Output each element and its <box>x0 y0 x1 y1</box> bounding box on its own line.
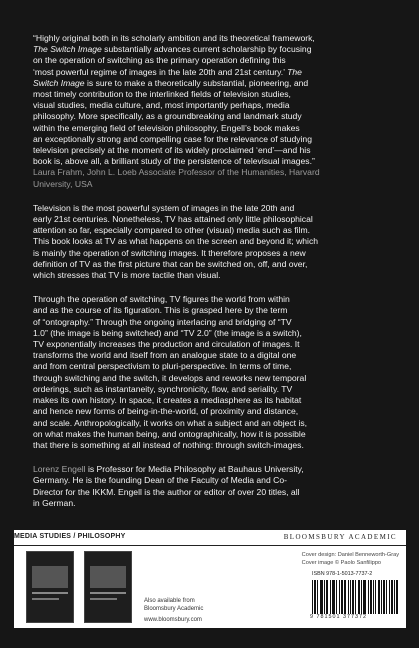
related-book-thumbnail-2 <box>84 551 132 623</box>
paragraph-line: Through the operation of switching, TV figures the world from within <box>33 294 290 305</box>
paragraph-line: orderings, such as instantaneity, synchronicity, flow, and seriality. TV <box>33 383 293 394</box>
paragraph-line: makes its own history. In space, it creates a mediasphere as its habitat <box>33 395 302 406</box>
quote-line: The Switch Image substantially advances current scholarship by focusing <box>33 44 312 55</box>
attribution-line: Laura Frahm, John L. Loeb Associate Professor of the Humanities, Harvard <box>33 167 320 178</box>
paragraph-line: and from central perspectivism to pluri-perspective. In terms of time, <box>33 361 292 372</box>
barcode-digits: 9 781501 377372 <box>310 614 367 620</box>
author-bio-line: in German. <box>33 497 76 508</box>
quote-line: an exceptionally strong and compelling case for the relevance of studying <box>33 133 312 144</box>
paragraph-line: transforms the world and itself from an analogue state to a digital one <box>33 350 297 361</box>
isbn-label: ISBN 978-1-5013-7737-2 <box>312 571 373 577</box>
endorsement-quote <box>33 33 389 167</box>
paragraph-line: and hence new forms of being-in-the-world, of proximity and distance, <box>33 406 299 417</box>
cover-text <box>33 33 389 522</box>
footer-divider <box>14 545 406 546</box>
paragraph-line: early 21st centuries. Nonetheless, TV has attained only little philosophical <box>33 214 313 225</box>
quote-line: most timely contribution to the interlinked fields of television studies, <box>33 89 291 100</box>
subject-category: MEDIA STUDIES / PHILOSOPHY <box>14 533 126 540</box>
paragraph-line: which stresses that TV is more tactile than visual. <box>33 270 221 281</box>
quote-line: philosophy. More specifically, as a groundbreaking and landmark study <box>33 111 302 122</box>
author-bio-line: Germany. He is the founding Dean of the Faculty of Media and Co- <box>33 475 287 486</box>
description-paragraph-2 <box>33 294 389 451</box>
author-bio-line: Director for the IKKM. Engell is the author or editor of over 20 titles, all <box>33 486 300 497</box>
quote-line: book is, above all, a brilliant study of the persistence of televisual images.” <box>33 156 315 167</box>
quote-line: “Highly original both in its scholarly ambition and its theoretical framework, <box>33 33 315 43</box>
attribution-line: University, USA <box>33 178 93 189</box>
paragraph-line: TV exponentially increases the production and circulation of images. It <box>33 339 300 350</box>
barcode <box>312 580 398 614</box>
paragraph-line: through switching and the switch, it develops and reworks new temporal <box>33 372 307 383</box>
quote-attribution <box>33 167 389 189</box>
paragraph-line: definition of TV as the first picture that can be switched on, off, and over, <box>33 258 308 269</box>
paragraph-line: and as the course of its figuration. This is grasped here by the term <box>33 305 288 316</box>
quote-line: television precisely at the moment of its widely proclaimed ‘end’—and his <box>33 145 311 156</box>
paragraph-line: on what makes the human being, and ontographically, how it is possible <box>33 428 306 439</box>
author-name: Lorenz Engell <box>33 464 86 475</box>
paragraph-line: Television is the most powerful system of images in the late 20th and <box>33 202 295 213</box>
paragraph-line: of “ontography.” Through the ongoing interlacing and bridging of “TV <box>33 316 292 327</box>
related-book-thumbnail-1 <box>26 551 74 623</box>
also-available-text: Also available from Bloomsbury Academic <box>144 598 204 612</box>
quote-line: ‘most powerful regime of images in the late 20th and 21st century.’ The <box>33 66 302 77</box>
paragraph-line: and scale. Anthropologically, it works on what a subject and an object is, <box>33 417 308 428</box>
quote-line: Switch Image is sure to make a theoretically substantial, pioneering, and <box>33 77 309 88</box>
cover-credits: Cover design: Daniel Benneworth-Gray Cover image © Paolo Sanfilippo <box>301 552 399 566</box>
quote-line: within the emerging field of television philosophy, Engell’s book makes <box>33 122 300 133</box>
description-paragraph-1 <box>33 203 389 281</box>
publisher-name: BLOOMSBURY ACADEMIC <box>283 533 397 541</box>
author-bio-rest <box>33 475 300 507</box>
paragraph-line: attention so far, especially compared to other (visual) media such as film. <box>33 225 311 236</box>
paragraph-line: 1.0” (the image is being switched) and “TV 2.0” (the image is a switch), <box>33 327 302 338</box>
author-bio-first-line: is Professor for Media Philosophy at Bauhaus University, <box>85 464 304 475</box>
author-bio <box>33 464 389 509</box>
paragraph-line: is mainly the operation of switching images. It therefore proposes a new <box>33 247 306 258</box>
publisher-website: www.bloomsbury.com <box>144 617 202 623</box>
paragraph-line: This book looks at TV as what happens on the screen and beyond it; which <box>33 236 319 247</box>
paragraph-line: that there is something at all instead of nothing: through switch-images. <box>33 439 304 450</box>
quote-line: visual studies, media culture, and, most importantly perhaps, media <box>33 100 290 111</box>
quote-line: on the operation of switching as the primary operation defining this <box>33 55 286 66</box>
